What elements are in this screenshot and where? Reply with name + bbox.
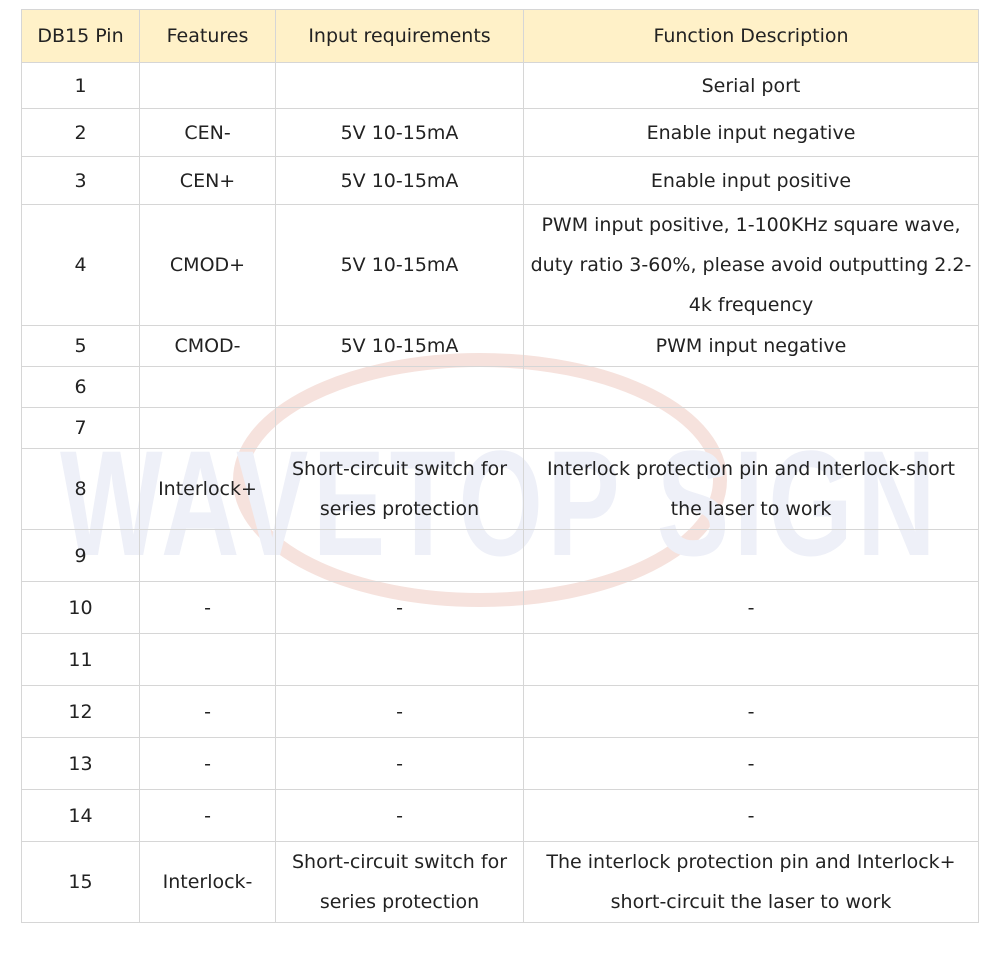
header-function-description: Function Description [524,10,979,63]
cell-pin: 13 [22,738,140,790]
cell-feature [140,530,276,582]
cell-input [276,530,524,582]
cell-pin: 10 [22,582,140,634]
cell-function: - [524,686,979,738]
cell-feature [140,63,276,109]
table-row [22,205,979,326]
header-input-requirements: Input requirements [276,10,524,63]
cell-function: - [524,790,979,842]
cell-pin: 9 [22,530,140,582]
cell-pin: 12 [22,686,140,738]
watermark-text: WAVETOP SIGN [60,419,940,587]
table-row [22,842,979,923]
cell-pin: 7 [22,408,140,449]
cell-input: 5V 10-15mA [276,109,524,157]
cell-pin: 3 [22,157,140,205]
table-row [22,582,979,634]
cell-input: Short-circuit switch for series protection [276,842,524,923]
cell-function [524,367,979,408]
header-pin: DB15 Pin [22,10,140,63]
cell-pin: 11 [22,634,140,686]
cell-function: Enable input negative [524,109,979,157]
cell-input: - [276,738,524,790]
cell-pin: 4 [22,205,140,326]
cell-function [524,634,979,686]
cell-pin: 1 [22,63,140,109]
cell-function [524,408,979,449]
cell-input [276,63,524,109]
cell-feature: CEN- [140,109,276,157]
cell-input: - [276,790,524,842]
table-header-row [22,10,979,63]
table-row [22,367,979,408]
cell-feature: CEN+ [140,157,276,205]
cell-pin: 8 [22,449,140,530]
cell-input: 5V 10-15mA [276,326,524,367]
cell-input [276,408,524,449]
pin-table [21,9,979,923]
cell-feature: - [140,582,276,634]
cell-feature: - [140,686,276,738]
header-features: Features [140,10,276,63]
cell-feature [140,367,276,408]
cell-feature: CMOD+ [140,205,276,326]
cell-feature [140,634,276,686]
cell-input [276,367,524,408]
cell-function: - [524,738,979,790]
cell-pin: 2 [22,109,140,157]
cell-feature: Interlock+ [140,449,276,530]
cell-function: - [524,582,979,634]
cell-feature: - [140,738,276,790]
cell-function: The interlock protection pin and Interlock+ short-circuit the laser to work [524,842,979,923]
cell-feature [140,408,276,449]
cell-pin: 15 [22,842,140,923]
cell-pin: 6 [22,367,140,408]
cell-input: 5V 10-15mA [276,205,524,326]
table-row [22,449,979,530]
cell-feature: - [140,790,276,842]
cell-function: Enable input positive [524,157,979,205]
table-row [22,634,979,686]
cell-input: 5V 10-15mA [276,157,524,205]
cell-function [524,530,979,582]
cell-function: Interlock protection pin and Interlock-short the laser to work [524,449,979,530]
table-row [22,738,979,790]
table-row [22,157,979,205]
cell-pin: 14 [22,790,140,842]
cell-feature: CMOD- [140,326,276,367]
table-row [22,790,979,842]
cell-input: - [276,582,524,634]
cell-function: Serial port [524,63,979,109]
cell-feature: Interlock- [140,842,276,923]
cell-function: PWM input negative [524,326,979,367]
table-row [22,326,979,367]
cell-input [276,634,524,686]
table-row [22,109,979,157]
cell-input: Short-circuit switch for series protection [276,449,524,530]
table-row [22,408,979,449]
cell-input: - [276,686,524,738]
table-row [22,686,979,738]
table-row [22,63,979,109]
table-row [22,530,979,582]
cell-pin: 5 [22,326,140,367]
cell-function: PWM input positive, 1-100KHz square wave, duty ratio 3-60%, please avoid outputting 2.2-4k frequency [524,205,979,326]
